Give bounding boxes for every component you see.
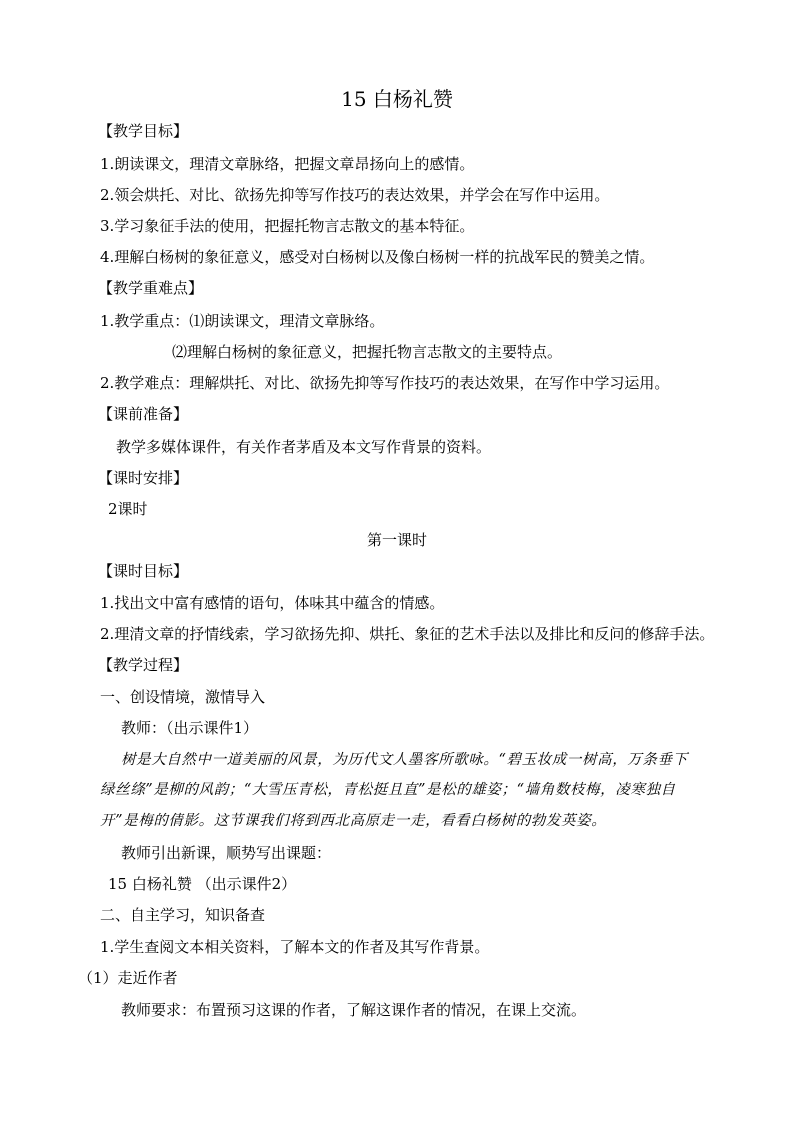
objective-item: 4.理解白杨树的象征意义，感受对白杨树以及像白杨树一样的抗战军民的赞美之情。	[100, 248, 655, 266]
section-heading-process: 【教学过程】	[98, 656, 189, 674]
document-title: 15 白杨礼赞	[341, 87, 453, 111]
section-heading-lesson-goals: 【课时目标】	[98, 562, 189, 580]
objective-item: 3.学习象征手法的使用，把握托物言志散文的基本特征。	[100, 217, 475, 235]
teacher-note: 教师引出新课，顺势写出课题：	[121, 844, 332, 862]
teacher-note: 教师：（出示课件1）	[121, 719, 259, 737]
quote-line: 树是大自然中一道美丽的风景，为历代文人墨客所歌咏。“碧玉妆成一树高，万条垂下	[121, 752, 688, 768]
process-step: 二、自主学习，知识备查	[100, 906, 266, 924]
section-heading-key-points: 【教学重难点】	[98, 279, 204, 297]
key-point-line: ⑵理解白杨树的象征意义，把握托物言志散文的主要特点。	[172, 343, 563, 361]
section-heading-preparation: 【课前准备】	[98, 405, 189, 423]
quote-line: 开”是梅的倩影。这节课我们将到西北高原走一走，看看白杨树的勃发英姿。	[100, 813, 607, 829]
quote-line: 绿丝绦”是柳的风韵；“大雪压青松，青松挺且直”是松的雄姿；“墙角数枝梅，凌寒独自	[100, 782, 676, 798]
difficulty-line: 2.教学难点：理解烘托、对比、欲扬先抑等写作技巧的表达效果，在写作中学习运用。	[100, 374, 670, 392]
process-step: 一、创设情境，激情导入	[100, 688, 266, 706]
course-title-line: 15 白杨礼赞 （出示课件2）	[108, 875, 297, 893]
preparation-text: 教学多媒体课件，有关作者茅盾及本文写作背景的资料。	[116, 438, 492, 456]
lesson-goal: 1.找出文中富有感情的语句，体味其中蕴含的情感。	[100, 594, 445, 612]
section-heading-objectives: 【教学目标】	[98, 122, 189, 140]
lesson-goal: 2.理清文章的抒情线索，学习欲扬先抑、烘托、象征的艺术手法以及排比和反问的修辞手法。	[100, 625, 715, 643]
section-heading-schedule: 【课时安排】	[98, 469, 189, 487]
objective-item: 2.领会烘托、对比、欲扬先抑等写作技巧的表达效果，并学会在写作中运用。	[100, 186, 610, 204]
objective-item: 1.朗读课文，理清文章脉络，把握文章昂扬向上的感情。	[100, 155, 475, 173]
sub-item: （1）走近作者	[78, 969, 178, 987]
study-item: 1.学生查阅文本相关资料，了解本文的作者及其写作背景。	[100, 938, 490, 956]
teacher-requirement: 教师要求：布置预习这课的作者，了解这课作者的情况，在课上交流。	[121, 1001, 587, 1019]
key-point-line: 1.教学重点：⑴朗读课文，理清文章脉络。	[100, 312, 385, 330]
lesson-title: 第一课时	[366, 531, 427, 549]
schedule-text: 2课时	[108, 500, 148, 518]
